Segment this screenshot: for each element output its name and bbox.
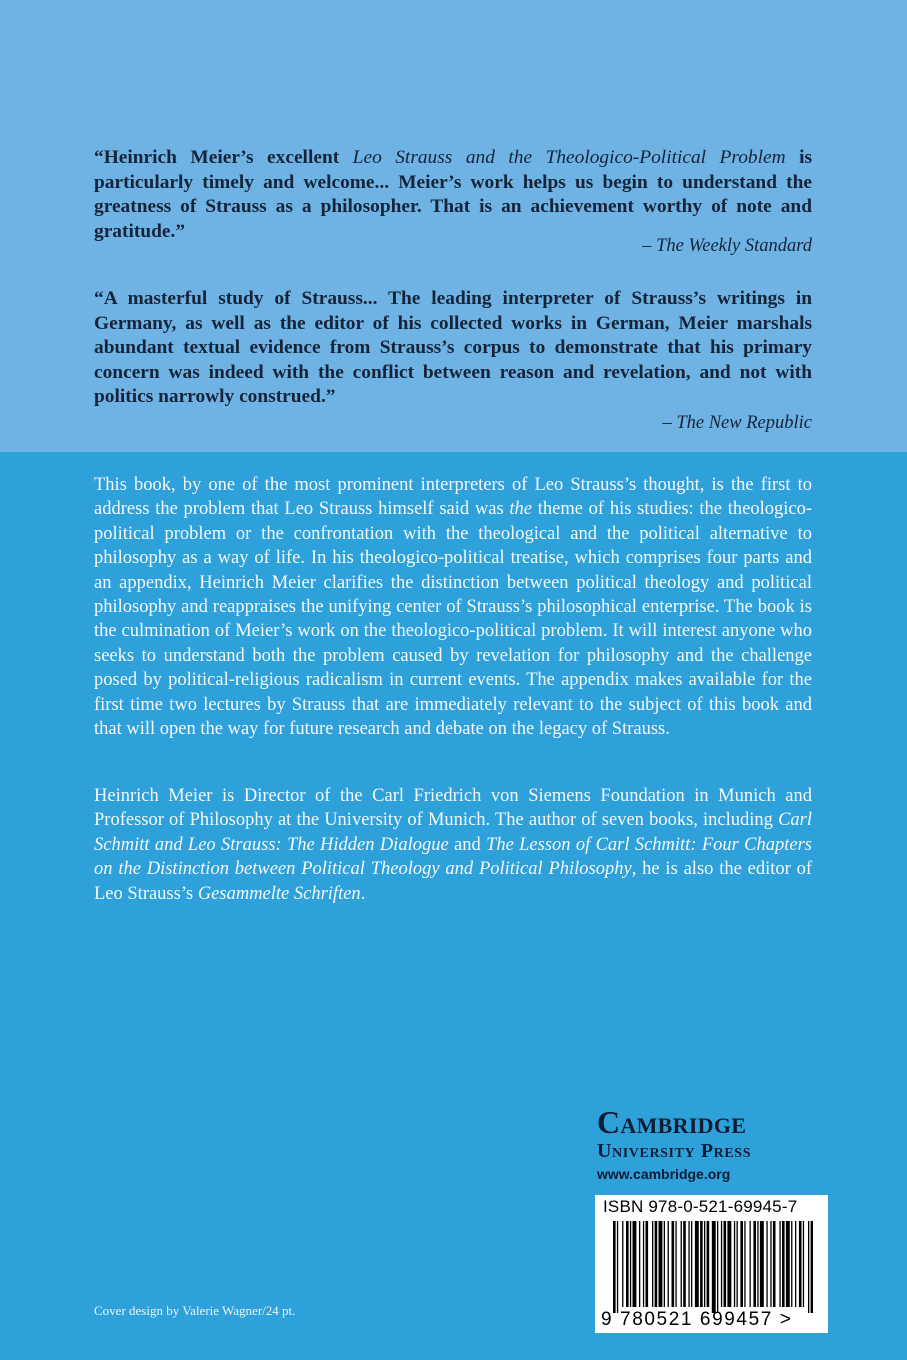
barcode-bar <box>770 1221 771 1307</box>
barcode-bar <box>633 1221 637 1307</box>
barcode-bar <box>782 1221 785 1307</box>
quote-text: is particularly timely and welcome... Meier’s work helps us begin to understand the greatness of Strauss as a philosopher. That is an achievement worthy of note and gratitude.” <box>94 147 813 242</box>
barcode-bars <box>613 1221 813 1313</box>
book-title: Gesammelte Schriften <box>197 883 361 904</box>
barcode-bar <box>617 1221 618 1313</box>
quote-source: The Weekly Standard <box>656 236 812 256</box>
isbn-barcode <box>595 1195 828 1333</box>
publisher-logo <box>597 1106 827 1182</box>
publisher-url: www.cambridge.org <box>597 1166 731 1182</box>
quote-text: “Heinrich Meier’s excellent <box>94 147 353 168</box>
barcode-bar <box>672 1221 675 1307</box>
book-title: Carl Schmitt and Leo Strauss: The Hidden Dialogue <box>94 810 812 855</box>
quote-attribution-weekly-standard: – The Weekly Standard <box>642 236 812 256</box>
ean-digits: 9 780521 699457 > <box>601 1309 793 1330</box>
barcode-bar <box>808 1221 809 1313</box>
barcode-bar <box>639 1221 640 1307</box>
barcode-bar <box>744 1221 745 1307</box>
barcode-bar <box>691 1221 692 1307</box>
quote-book-title: Leo Strauss and the Theologico-Political Problem <box>352 147 786 168</box>
barcode-bar <box>688 1221 689 1307</box>
barcode-bar <box>646 1221 649 1307</box>
barcode-bar <box>740 1221 743 1307</box>
barcode-bar <box>766 1221 767 1307</box>
barcode-bar <box>643 1221 644 1307</box>
quote-attribution-new-republic: – The New Republic <box>662 413 812 433</box>
author-bio: Heinrich Meier is Director of the Carl Friedrich von Siemens Foundation in Munich and Professor of Philosophy at the University of Munich. The author of seven books, including Carl Schmitt and Leo Strauss: The Hidden Dialogue and The Lesson of Carl Schmitt: Four Chapters on the Distinction between Political Theology and Political Philosophy, he is also the editor of Leo Strauss’s Gesammelte Schriften. <box>94 786 812 904</box>
barcode-bar <box>727 1221 731 1307</box>
quote-source: The New Republic <box>676 413 812 433</box>
barcode-bar <box>659 1221 663 1307</box>
barcode-bar <box>737 1221 738 1307</box>
barcode-bar <box>803 1221 804 1307</box>
barcode-bar <box>734 1221 735 1307</box>
barcode-bar <box>613 1221 616 1313</box>
barcode-bar <box>773 1221 776 1307</box>
barcode-bar <box>681 1221 682 1307</box>
book-title: The Lesson of Carl Schmitt: Four Chapters on the Distinction between Political Theology and Political Philosophy <box>94 834 812 880</box>
barcode-bar <box>786 1221 790 1307</box>
cover-design-credit: Cover design by Valerie Wagner/24 pt. <box>94 1303 296 1318</box>
barcode-bar <box>652 1221 653 1307</box>
barcode-bar <box>675 1221 676 1307</box>
publisher-subtitle: University Press <box>597 1140 752 1162</box>
barcode-bar <box>779 1221 780 1307</box>
barcode-bar <box>724 1221 727 1307</box>
barcode-bar <box>811 1221 813 1313</box>
barcode-bar <box>683 1221 686 1307</box>
barcode-bar <box>700 1221 703 1307</box>
barcode-bar <box>791 1221 792 1307</box>
barcode-bar <box>626 1221 629 1307</box>
barcode-bar <box>750 1221 751 1307</box>
barcode-bar <box>795 1221 796 1307</box>
barcode-bar <box>704 1221 705 1307</box>
barcode-bar <box>707 1221 710 1307</box>
barcode-bar <box>664 1221 665 1307</box>
barcode-bar <box>757 1221 758 1307</box>
barcode-bar <box>622 1221 623 1307</box>
barcode-bar <box>630 1221 631 1307</box>
barcode-bar <box>712 1221 716 1313</box>
barcode-bar <box>760 1221 764 1307</box>
barcode-bar <box>721 1221 722 1307</box>
barcode-bar <box>668 1221 669 1307</box>
isbn-label: ISBN 978-0-521-69945-7 <box>603 1197 798 1216</box>
barcode-bar <box>799 1221 802 1307</box>
barcode-bar <box>695 1221 699 1307</box>
publisher-name: Cambridge <box>597 1104 747 1140</box>
book-description: This book, by one of the most prominent interpreters of Leo Strauss’s thought, is the first to address the problem that Leo Strauss himself said was the theme of his studies: the theologico-political problem or the confrontation with the theological and the political alternative to philosophy as a way of life. In his theologico-political treatise, which comprises four parts and an appendix, Heinrich Meier clarifies the distinction between political theology and political philosophy and reappraises the unifying center of Strauss’s philosophical enterprise. The book is the culmination of Meier’s work on the theologico-political problem. It will interest anyone who seeks to understand both the problem caused by revelation for philosophy and the challenge posed by political-religious radicalism in current events. The appendix makes available for the first time two lectures by Strauss that are immediately relevant to the subject of this book and that will open the way for future research and debate on the legacy of Strauss. <box>94 475 813 740</box>
review-quote-new-republic: “A masterful study of Strauss... The leading interpreter of Strauss’s writings in Germany, as well as the editor of his collected works in German, Meier marshals abundant textual evidence from Strauss’s corpus to demonstrate that his primary concern was indeed with the conflict between reason and revelation, and not with politics narrowly construed.” <box>94 288 812 408</box>
review-quote-weekly-standard <box>94 146 812 244</box>
barcode-bar <box>655 1221 658 1307</box>
barcode-bar <box>717 1221 718 1313</box>
barcode-bar <box>753 1221 756 1307</box>
